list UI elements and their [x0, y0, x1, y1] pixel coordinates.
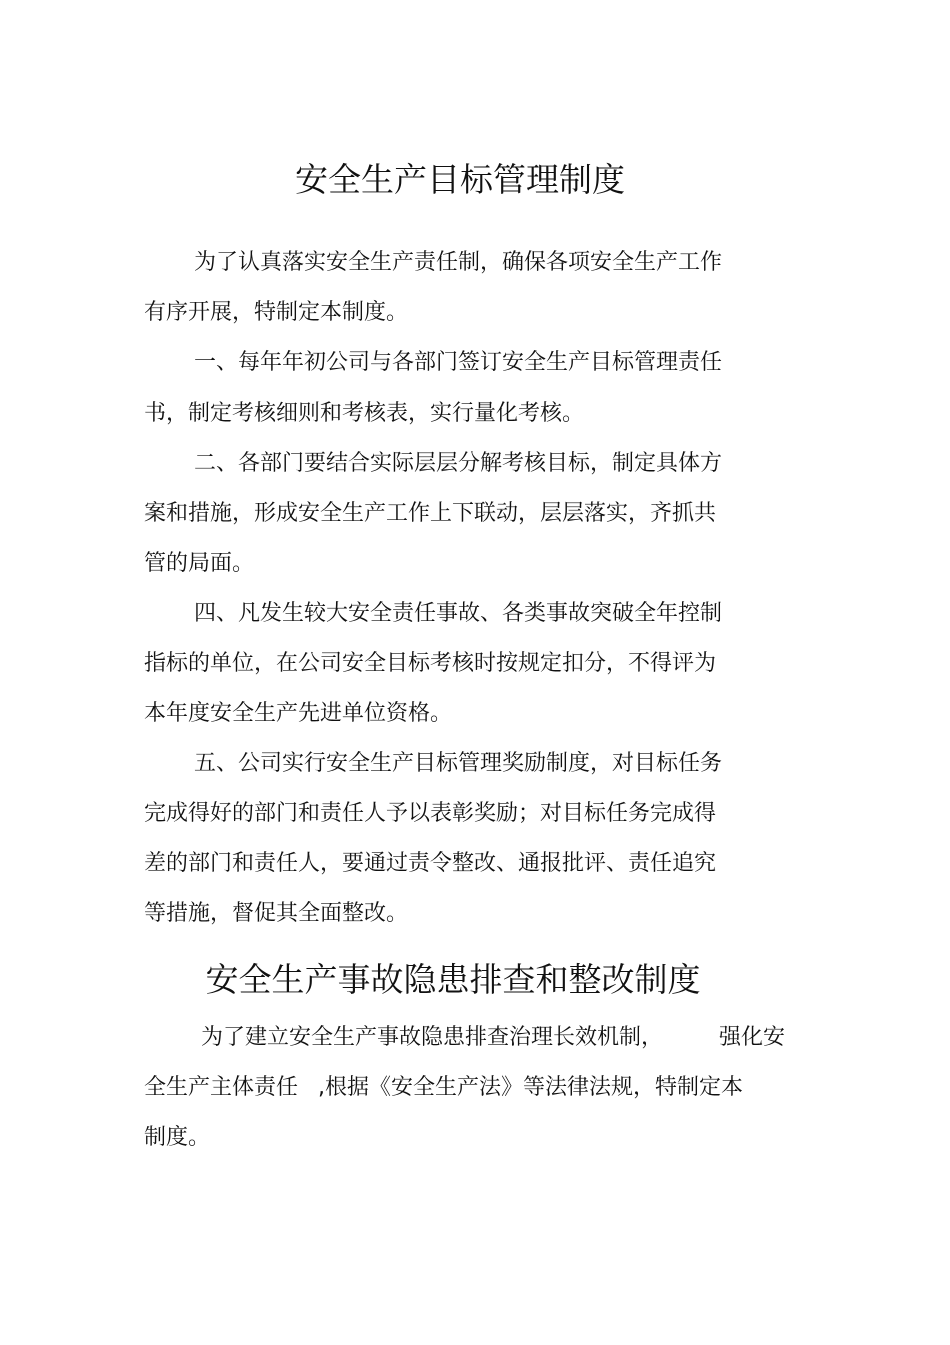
paragraph-line: 制度。: [144, 1125, 211, 1150]
paragraph-line: 等措施，督促其全面整改。: [144, 901, 409, 926]
paragraph-line: 本年度安全生产先进单位资格。: [144, 701, 453, 726]
paragraph-line: 书，制定考核细则和考核表，实行量化考核。: [144, 401, 585, 426]
paragraph-line: 四、凡发生较大安全责任事故、各类事故突破全年控制: [194, 601, 723, 626]
section-title-hazard-inspection: 安全生产事故隐患排查和整改制度: [205, 960, 701, 999]
paragraph-line: 差的部门和责任人，要通过责令整改、通报批评、责任追究: [144, 851, 717, 876]
section-title-safety-target: 安全生产目标管理制度: [295, 160, 625, 199]
paragraph-text: 强化安: [719, 1025, 786, 1050]
paragraph-line: [144, 1070, 743, 1101]
paragraph-text: ,根据《安全生产法》等法律法规，特制定本: [318, 1075, 744, 1100]
paragraph-line: 为了认真落实安全生产责任制，确保各项安全生产工作: [194, 250, 723, 275]
paragraph-line: [201, 1020, 785, 1051]
paragraph-line: 有序开展，特制定本制度。: [144, 300, 409, 325]
paragraph-text: 全生产主体责任: [144, 1075, 299, 1100]
paragraph-line: 五、公司实行安全生产目标管理奖励制度，对目标任务: [194, 751, 723, 776]
paragraph-line: 完成得好的部门和责任人予以表彰奖励；对目标任务完成得: [144, 801, 717, 826]
paragraph-line: 管的局面。: [144, 551, 255, 576]
paragraph-line: 二、各部门要结合实际层层分解考核目标，制定具体方: [194, 451, 723, 476]
paragraph-text: 为了建立安全生产事故隐患排查治理长效机制，: [201, 1025, 664, 1050]
paragraph-line: 案和措施，形成安全生产工作上下联动，层层落实，齐抓共: [144, 501, 717, 526]
paragraph-line: 一、每年年初公司与各部门签订安全生产目标管理责任: [194, 350, 723, 375]
paragraph-line: 指标的单位，在公司安全目标考核时按规定扣分，不得评为: [144, 651, 717, 676]
